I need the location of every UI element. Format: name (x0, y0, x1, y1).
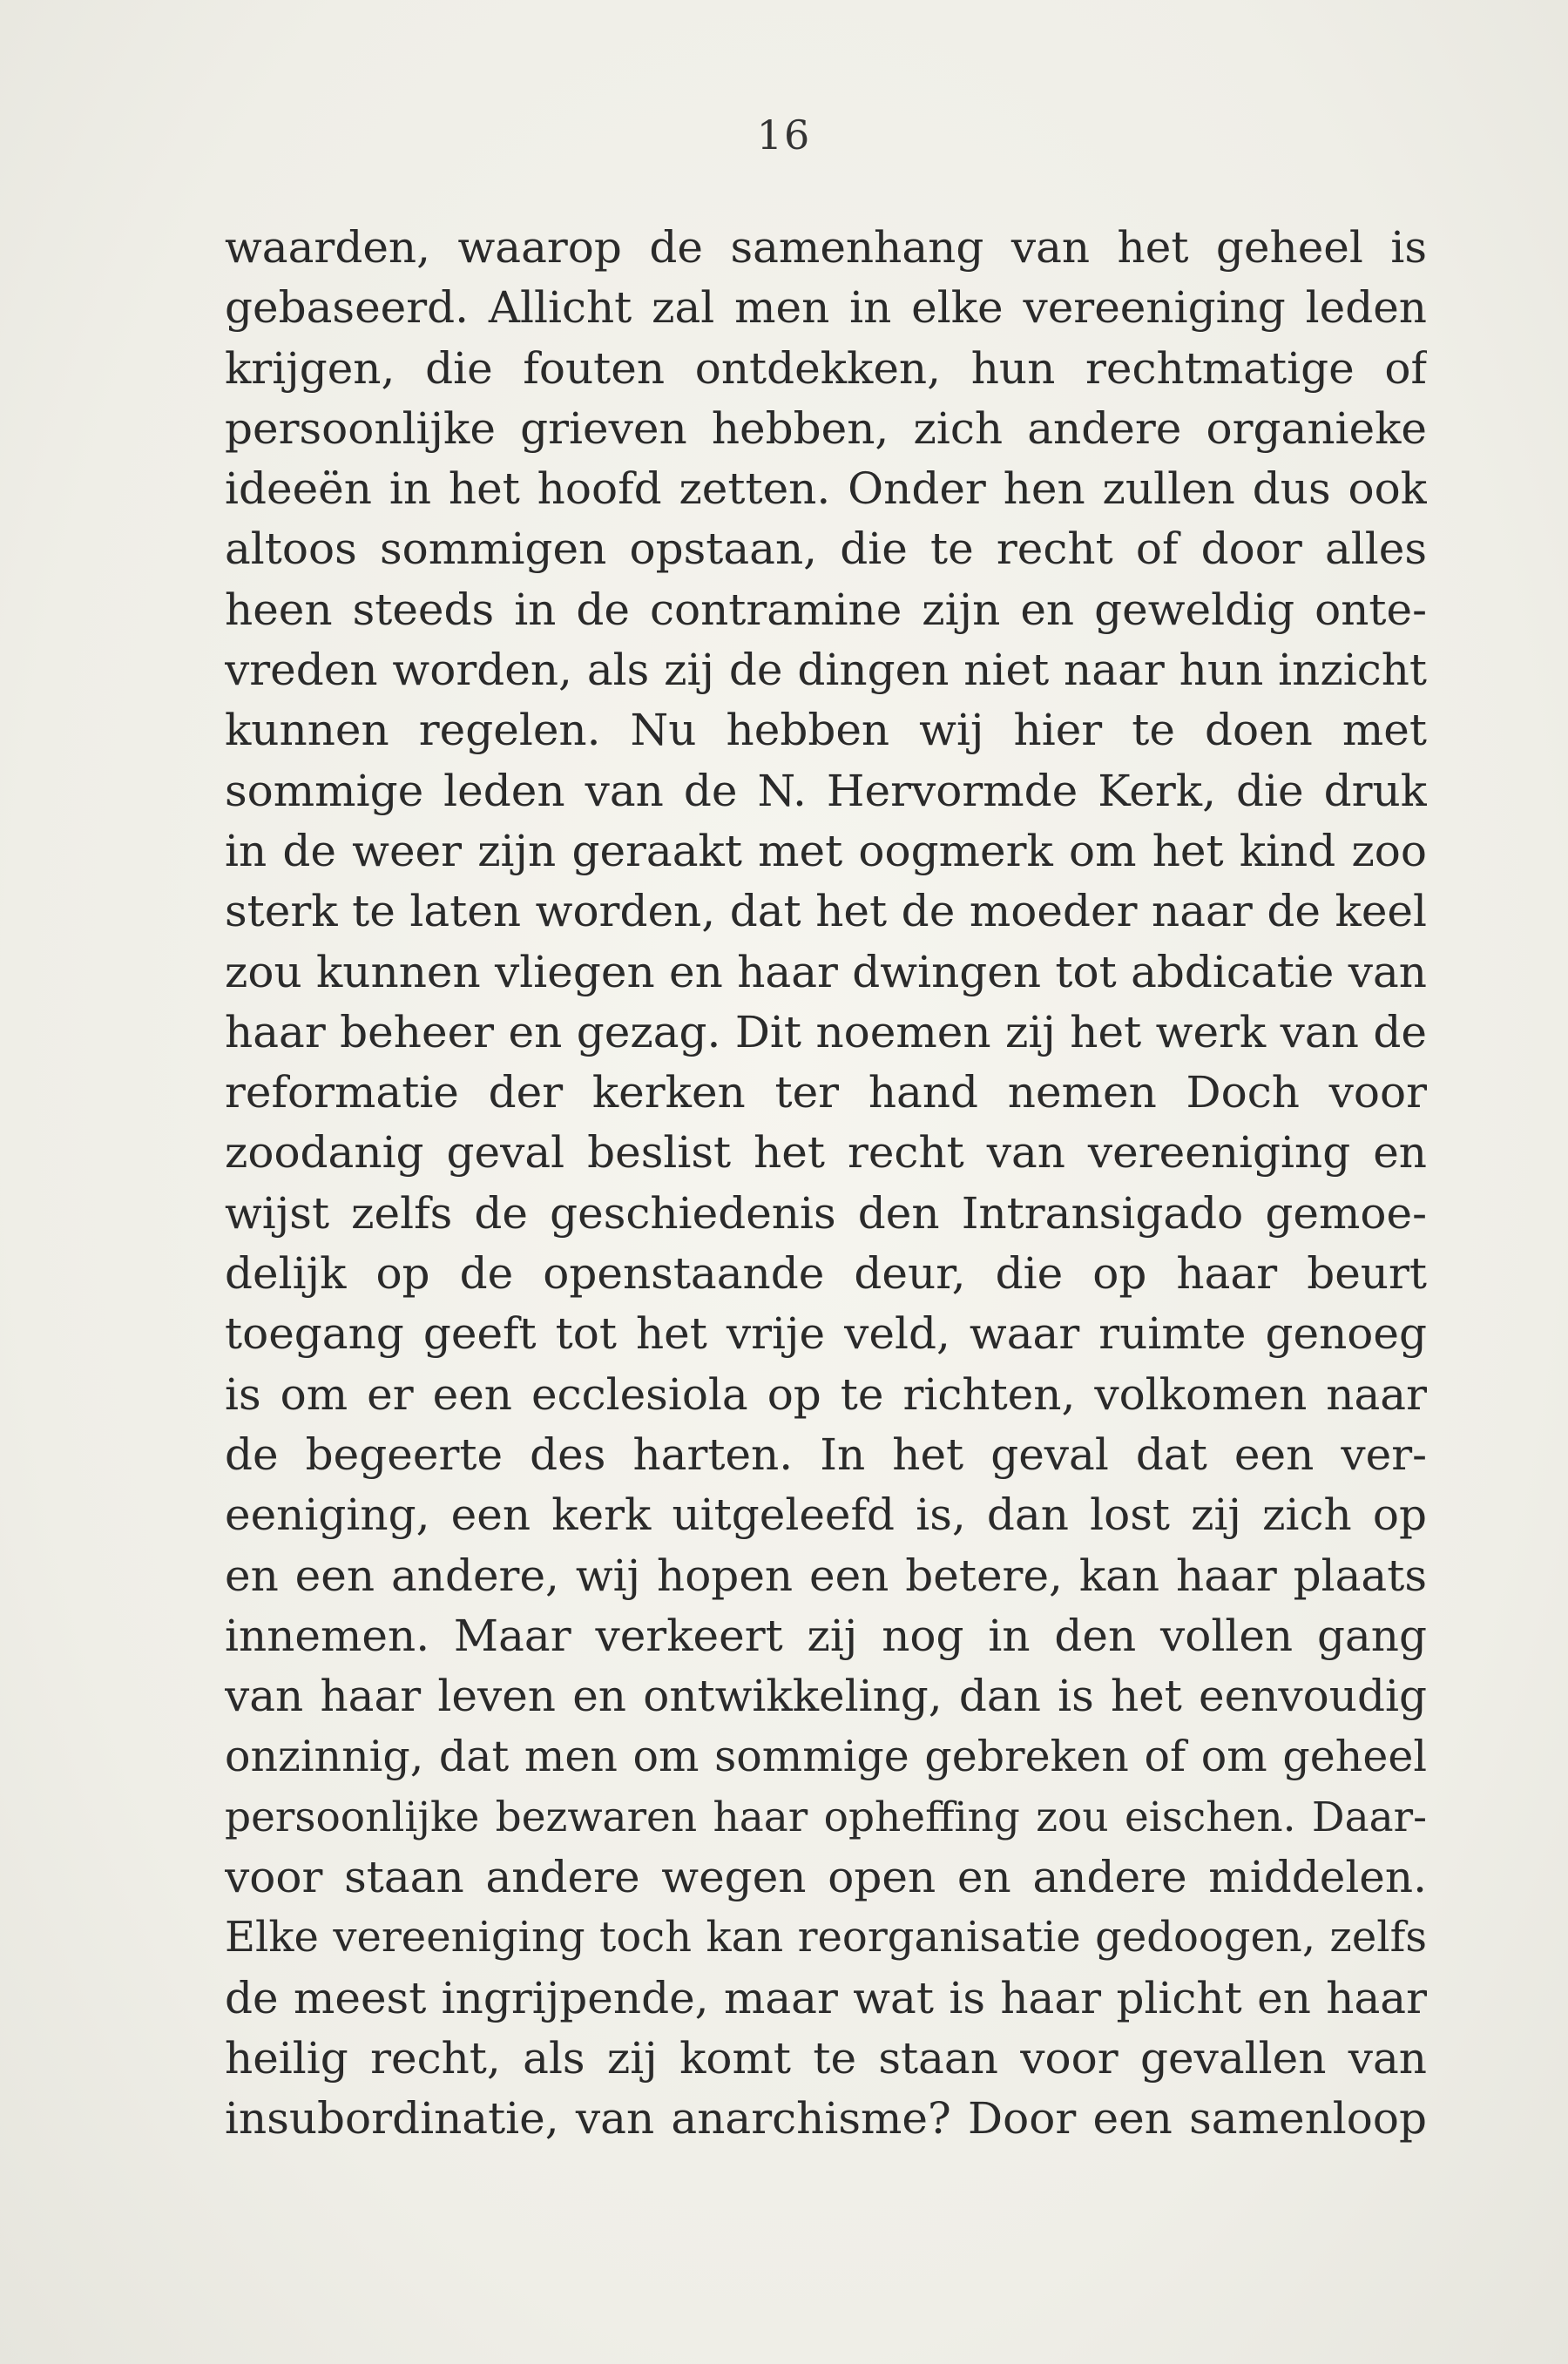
text-line: gebaseerd. Allicht zal men in elke vereeniging leden (225, 282, 1427, 334)
text-line: persoonlijke bezwaren haar opheffing zou eischen. Daar- (225, 1793, 1427, 1841)
text-line: sommige leden van de N. Hervormde Kerk, die druk (225, 765, 1427, 816)
text-line: voor staan andere wegen open en andere middelen. (225, 1852, 1427, 1903)
text-line: is om er een ecclesiola op te richten, volkomen naar (225, 1368, 1427, 1420)
text-line: krijgen, die fouten ontdekken, hun rechtmatige of (225, 342, 1427, 394)
text-line: haar beheer en gezag. Dit noemen zij het werk van de (225, 1006, 1427, 1057)
page-number: 16 (756, 111, 812, 159)
text-line: innemen. Maar verkeert zij nog in den vollen gang (225, 1610, 1427, 1661)
text-line: de meest ingrijpende, maar wat is haar plicht en haar (225, 1972, 1427, 2023)
text-line: altoos sommigen opstaan, die te recht of door alles (225, 523, 1427, 575)
text-line: insubordinatie, van anarchisme? Door een samenloop (225, 2093, 1427, 2144)
text-line: zou kunnen vliegen en haar dwingen tot abdicatie van (225, 946, 1427, 997)
text-line: vreden worden, als zij de dingen niet naar hun inzicht (225, 645, 1427, 696)
text-line: reformatie der kerken ter hand nemen Doch voor (225, 1067, 1427, 1118)
text-line: Elke vereeniging toch kan reorganisatie gedoogen, zelfs (225, 1913, 1427, 1962)
text-line: sterk te laten worden, dat het de moeder naar de keel (225, 886, 1427, 937)
text-line: toegang geeft tot het vrije veld, waar ruimte genoeg (225, 1308, 1427, 1360)
text-line: de begeerte des harten. In het geval dat een ver- (225, 1429, 1427, 1480)
text-line: ideeën in het hoofd zetten. Onder hen zullen dus ook (225, 463, 1427, 515)
body-text (225, 218, 1427, 2150)
text-line: heen steeds in de contramine zijn en geweldig onte- (225, 584, 1427, 635)
text-line: heilig recht, als zij komt te staan voor gevallen van (225, 2032, 1427, 2084)
text-line: van haar leven en ontwikkeling, dan is het eenvoudig (225, 1671, 1427, 1722)
text-line: waarden, waarop de samenhang van het geheel is (225, 222, 1427, 273)
text-line: en een andere, wij hopen een betere, kan haar plaats (225, 1550, 1427, 1601)
text-line: eeniging, een kerk uitgeleefd is, dan lost zij zich op (225, 1489, 1427, 1541)
text-line: persoonlijke grieven hebben, zich andere organieke (225, 402, 1427, 454)
text-line: kunnen regelen. Nu hebben wij hier te doen met (225, 705, 1427, 756)
text-line: zoodanig geval beslist het recht van vereeniging en (225, 1127, 1427, 1179)
text-line: onzinnig, dat men om sommige gebreken of om geheel (225, 1732, 1427, 1782)
text-line: wijst zelfs de geschiedenis den Intransigado gemoe- (225, 1187, 1427, 1239)
text-line: in de weer zijn geraakt met oogmerk om het kind zoo (225, 825, 1427, 876)
text-line: delijk op de openstaande deur, die op haar beurt (225, 1248, 1427, 1300)
